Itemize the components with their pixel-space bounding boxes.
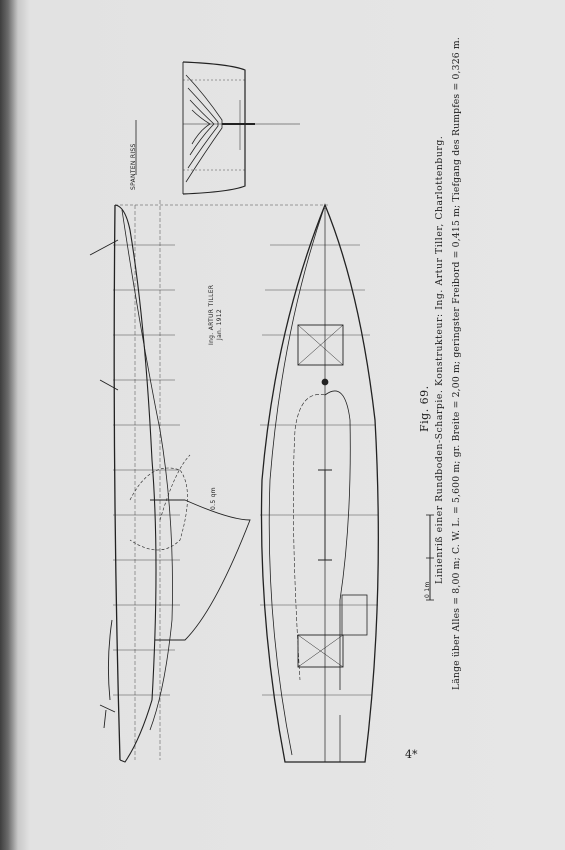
figure-caption: Linienriß einer Rundboden-Scharpie. Konstrukteur: Ing. Artur Tiller, Charlottenburg. bbox=[434, 135, 445, 584]
page-number: 4* bbox=[405, 748, 418, 761]
scale-bar-label: 0 1m bbox=[424, 581, 431, 598]
half-breadth-plan bbox=[260, 205, 378, 762]
scale-label: 0.5 qm bbox=[210, 487, 217, 510]
figure-specs: Länge über Alles = 8,00 m; C. W. L. = 5,600 m; gr. Breite = 2,00 m; geringster Freibord = 0,415 m; Tiefgang des Rumpfes = 0,326 m. bbox=[451, 37, 462, 690]
figure-number: Fig. 69. bbox=[418, 385, 431, 432]
date-label: Jan. 1912 bbox=[216, 308, 223, 340]
designer-label: Ing. ARTUR TILLER bbox=[208, 284, 215, 345]
body-plan-section bbox=[136, 62, 300, 194]
body-plan-label: SPANTEN RISS bbox=[130, 143, 137, 190]
